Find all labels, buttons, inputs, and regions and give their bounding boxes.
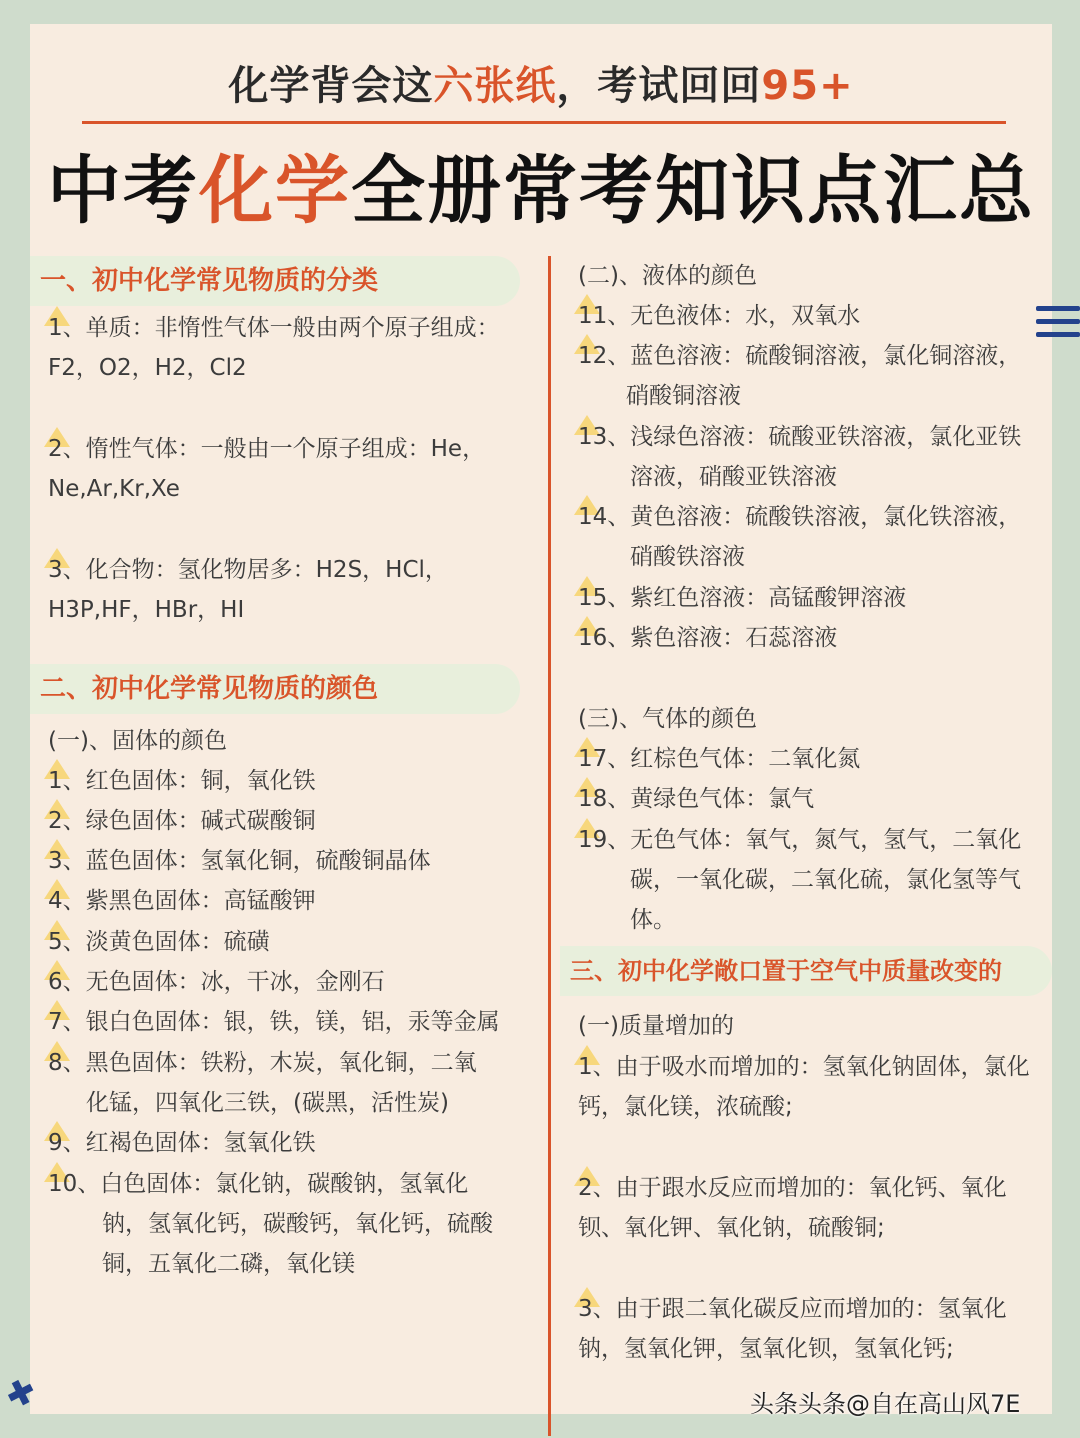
list-item-cont: 钠，氢氧化钙，碳酸钙，氧化钙，硫酸 bbox=[102, 1211, 493, 1237]
list-item: 5、淡黄色固体：硫磺 bbox=[48, 926, 270, 958]
menu-icon[interactable] bbox=[1036, 306, 1080, 342]
header-subtitle: 化学背会这六张纸，考试回回95+ bbox=[228, 63, 854, 109]
subsection-title: (二)、液体的颜色 bbox=[578, 263, 757, 289]
list-item: 1、红色固体：铜，氧化铁 bbox=[48, 765, 316, 797]
list-item: 19、无色气体：氧气，氮气，氢气，二氧化 bbox=[578, 824, 1021, 856]
page-title: 中考化学全册常考知识点汇总 bbox=[47, 148, 1035, 234]
pinwheel-icon: ✖ bbox=[0, 1370, 40, 1418]
list-item-cont: 硝酸铜溶液 bbox=[626, 383, 741, 409]
list-item-cont: 体。 bbox=[630, 907, 676, 933]
poster bbox=[30, 24, 1052, 1414]
list-item: 13、浅绿色溶液：硫酸亚铁溶液，氯化亚铁 bbox=[578, 421, 1021, 453]
list-item: 7、银白色固体：银，铁，镁，铝，汞等金属 bbox=[48, 1006, 500, 1038]
list-item: 12、蓝色溶液：硫酸铜溶液，氯化铜溶液， bbox=[578, 340, 1021, 372]
list-item-cont: 铜，五氧化二磷，氧化镁 bbox=[102, 1251, 355, 1277]
list-item: 10、白色固体：氯化钠，碳酸钠，氢氧化 bbox=[48, 1168, 468, 1200]
list-item-cont: 碳，一氧化碳，二氧化硫，氯化氢等气 bbox=[630, 867, 1021, 893]
list-item: 15、紫红色溶液：高锰酸钾溶液 bbox=[578, 582, 906, 614]
list-item: 8、黑色固体：铁粉，木炭，氧化铜，二氧 bbox=[48, 1047, 477, 1079]
list-item-cont: 化锰，四氧化三铁，(碳黑，活性炭) bbox=[86, 1090, 449, 1116]
list-item: 11、无色液体：水，双氧水 bbox=[578, 300, 860, 332]
list-item: 17、红棕色气体：二氧化氮 bbox=[578, 743, 860, 775]
list-item-cont: 硝酸铁溶液 bbox=[630, 544, 745, 570]
list-item: 3、由于跟二氧化碳反应而增加的：氢氧化 bbox=[578, 1293, 1007, 1325]
list-item-cont: 钡、氧化钾、氧化钠，硫酸铜; bbox=[578, 1215, 885, 1241]
list-item-cont: Ne,Ar,Kr,Xe bbox=[48, 476, 180, 502]
subsection-title: (三)、气体的颜色 bbox=[578, 706, 757, 732]
list-item: 4、紫黑色固体：高锰酸钾 bbox=[48, 885, 316, 917]
list-item-cont: 溶液，硝酸亚铁溶液 bbox=[630, 464, 837, 490]
list-item-cont: 钠，氢氧化钾，氢氧化钡，氢氧化钙; bbox=[578, 1336, 954, 1362]
list-item-cont: H3P,HF，HBr，HI bbox=[48, 597, 245, 623]
list-item: 16、紫色溶液：石蕊溶液 bbox=[578, 622, 837, 654]
list-item: 18、黄绿色气体：氯气 bbox=[578, 783, 814, 815]
column-divider bbox=[548, 256, 551, 1436]
list-item-cont: F2，O2，H2，Cl2 bbox=[48, 355, 247, 381]
list-item: 3、蓝色固体：氢氧化铜，硫酸铜晶体 bbox=[48, 845, 431, 877]
list-item: 9、红褐色固体：氢氧化铁 bbox=[48, 1127, 316, 1159]
header-divider bbox=[82, 121, 1006, 124]
list-item: 6、无色固体：冰，干冰，金刚石 bbox=[48, 966, 385, 998]
subsection-title: (一)质量增加的 bbox=[578, 1013, 734, 1039]
list-item: 2、绿色固体：碱式碳酸铜 bbox=[48, 805, 316, 837]
watermark: 头条头条@自在高山风7E bbox=[750, 1390, 1021, 1418]
list-item: 2、由于跟水反应而增加的：氧化钙、氧化 bbox=[578, 1172, 1007, 1204]
list-item: 14、黄色溶液：硫酸铁溶液，氯化铁溶液， bbox=[578, 501, 1021, 533]
list-item: 1、由于吸水而增加的：氢氧化钠固体，氯化 bbox=[578, 1051, 1030, 1083]
list-item-cont: 钙，氯化镁，浓硫酸; bbox=[578, 1094, 793, 1120]
subsection-title: (一)、固体的颜色 bbox=[48, 728, 227, 754]
section-title-colors: 二、初中化学常见物质的颜色 bbox=[30, 664, 520, 714]
section-title-classification: 一、初中化学常见物质的分类 bbox=[30, 256, 520, 306]
list-item: 1、单质：非惰性气体一般由两个原子组成： bbox=[48, 312, 500, 344]
list-item: 2、惰性气体：一般由一个原子组成：He， bbox=[48, 433, 485, 465]
section-title-air-exposure: 三、初中化学敞口置于空气中质量改变的 bbox=[560, 946, 1052, 996]
list-item: 3、化合物：氢化物居多：H2S，HCl， bbox=[48, 554, 448, 586]
